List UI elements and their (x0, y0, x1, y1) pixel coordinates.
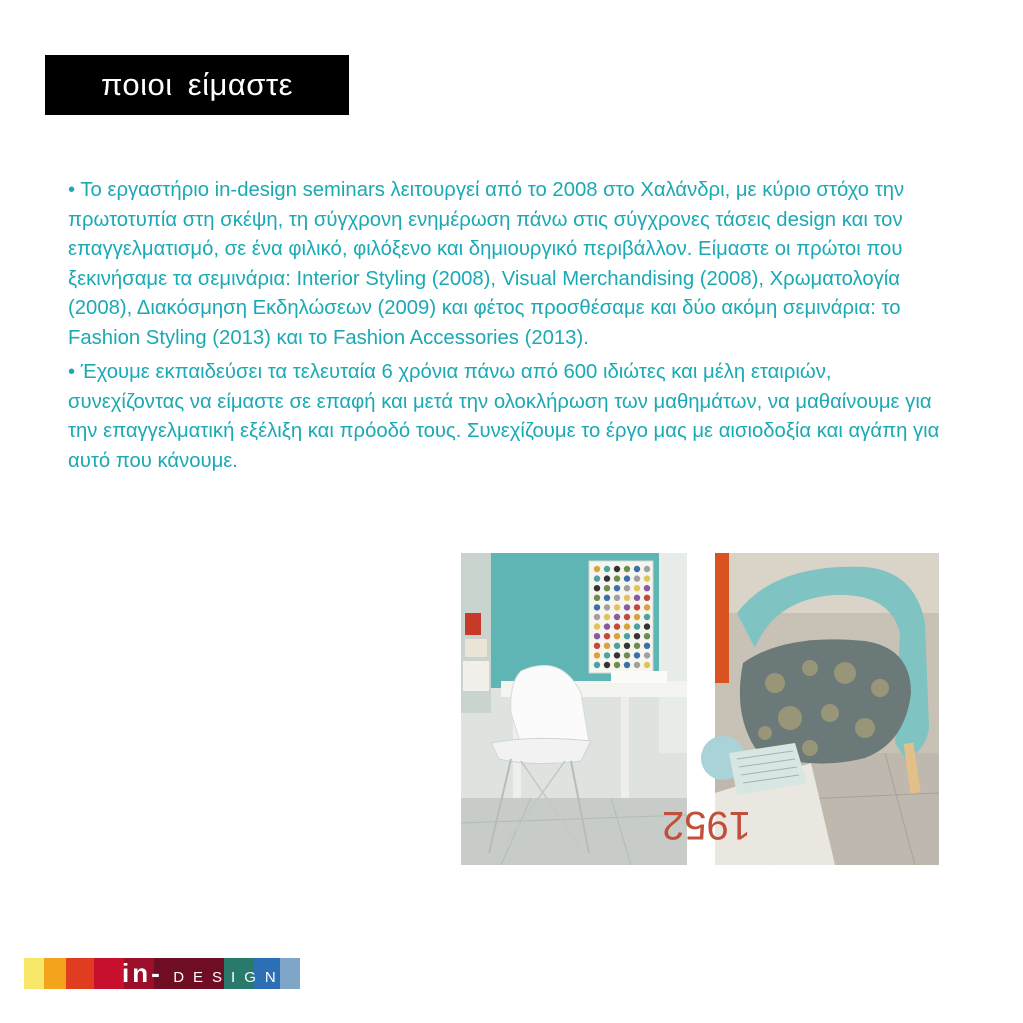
poster-dot (614, 566, 620, 572)
poster-dot (614, 643, 620, 649)
poster-dot (594, 595, 600, 601)
poster-dot (644, 662, 650, 668)
poster-dot (634, 585, 640, 591)
poster-dot (594, 614, 600, 620)
poster-dot (624, 652, 630, 658)
poster-dot (624, 575, 630, 581)
poster-dot (644, 566, 650, 572)
poster-dot (604, 566, 610, 572)
poster-dot (644, 643, 650, 649)
poster-dot (634, 604, 640, 610)
photo-studio-chair-illustration (461, 553, 687, 865)
poster-dot (604, 585, 610, 591)
poster-dot (644, 633, 650, 639)
poster-dot (594, 623, 600, 629)
poster-dot (614, 652, 620, 658)
poster-dot (644, 595, 650, 601)
poster-dot (604, 623, 610, 629)
poster-dot (644, 604, 650, 610)
poster-dot (614, 595, 620, 601)
poster-dot (624, 604, 630, 610)
poster-dot (614, 614, 620, 620)
photo-studio-chair (461, 553, 687, 865)
poster-dot (644, 652, 650, 658)
poster-dot (634, 643, 640, 649)
poster-dot (594, 566, 600, 572)
poster-dot (604, 662, 610, 668)
book-year-text: 1952 (662, 803, 751, 847)
poster-dot (614, 585, 620, 591)
logo-text (122, 958, 285, 989)
poster-dot (604, 575, 610, 581)
poster-dot (634, 652, 640, 658)
poster-dot (634, 633, 640, 639)
logo-text-light: DESIGN (173, 969, 285, 986)
poster-dot (614, 604, 620, 610)
poster-dot (634, 662, 640, 668)
poster-dot (594, 633, 600, 639)
poster-dot (624, 614, 630, 620)
poster-dot (624, 566, 630, 572)
logo-text-bold: in- (122, 958, 163, 988)
poster-dot (624, 643, 630, 649)
poster-dot (614, 662, 620, 668)
logo-stripe (66, 958, 94, 989)
poster-dot (624, 623, 630, 629)
poster-dot (614, 633, 620, 639)
poster-dot (644, 614, 650, 620)
poster-dot (624, 633, 630, 639)
page-title: ποιοι είμαστε (100, 67, 293, 102)
in-design-logo (24, 958, 300, 989)
poster-dot (644, 575, 650, 581)
poster-dot (634, 614, 640, 620)
poster-dot (604, 595, 610, 601)
poster-dot (594, 604, 600, 610)
poster-dot (604, 643, 610, 649)
poster-dot (644, 585, 650, 591)
poster-dot (634, 623, 640, 629)
logo-stripe (94, 958, 124, 989)
poster-dot (624, 662, 630, 668)
paragraph-history: • Το εργαστήριο in-design seminars λειτουργεί από το 2008 στο Χαλάνδρι, με κύριο στόχο την πρωτοτυπία στη σκέψη, τη σύγχρονη ενημέρωση πάνω στις σύγχρονες τάσεις design και τον επαγγελματισμό, σε ένα φιλικό, φιλόξενο και δημιουργικό περιβάλλον. Είμαστε οι πρώτοι που ξεκινήσαμε τα σεμινάρια: Interior Styling (2008), Visual Merchandising (2008), Χρωματολογία (2008), Διακόσμηση Εκδηλώσεων (2009) και φέτος προσθέσαμε και δύο ακόμη σεμινάρια: το Fashion Styling (2013) και το Fashion Accessories (2013). (68, 179, 905, 349)
poster-dot (594, 575, 600, 581)
poster-dot (634, 575, 640, 581)
logo-stripe (44, 958, 66, 989)
poster-dot (644, 623, 650, 629)
poster-dot (624, 585, 630, 591)
poster-dot (634, 566, 640, 572)
poster-dot (624, 595, 630, 601)
poster-dot (604, 614, 610, 620)
logo-stripe (24, 958, 44, 989)
body-text (68, 176, 948, 481)
poster-dot (604, 652, 610, 658)
poster-dot (634, 595, 640, 601)
poster-dot (594, 662, 600, 668)
poster-dot (594, 643, 600, 649)
photo-armchair (662, 553, 939, 865)
poster-dot (604, 604, 610, 610)
poster-dot (604, 633, 610, 639)
poster-dot (614, 575, 620, 581)
page-title-box (45, 55, 349, 115)
poster-dot (594, 585, 600, 591)
poster-dot (614, 623, 620, 629)
photo-armchair-illustration (662, 553, 939, 865)
poster-dot (594, 652, 600, 658)
paragraph-students: • Έχουμε εκπαιδεύσει τα τελευταία 6 χρόνια πάνω από 600 ιδιώτες και μέλη εταιριών, συνεχίζοντας να είμαστε σε επαφή και μετά την ολοκλήρωση των μαθημάτων, να μαθαίνουμε για την επαγγελματική εξέλιξη και πρόοδό τους. Συνεχίζουμε το έργο μας με αισιοδοξία και αγάπη για αυτό που κάνουμε. (68, 361, 940, 472)
